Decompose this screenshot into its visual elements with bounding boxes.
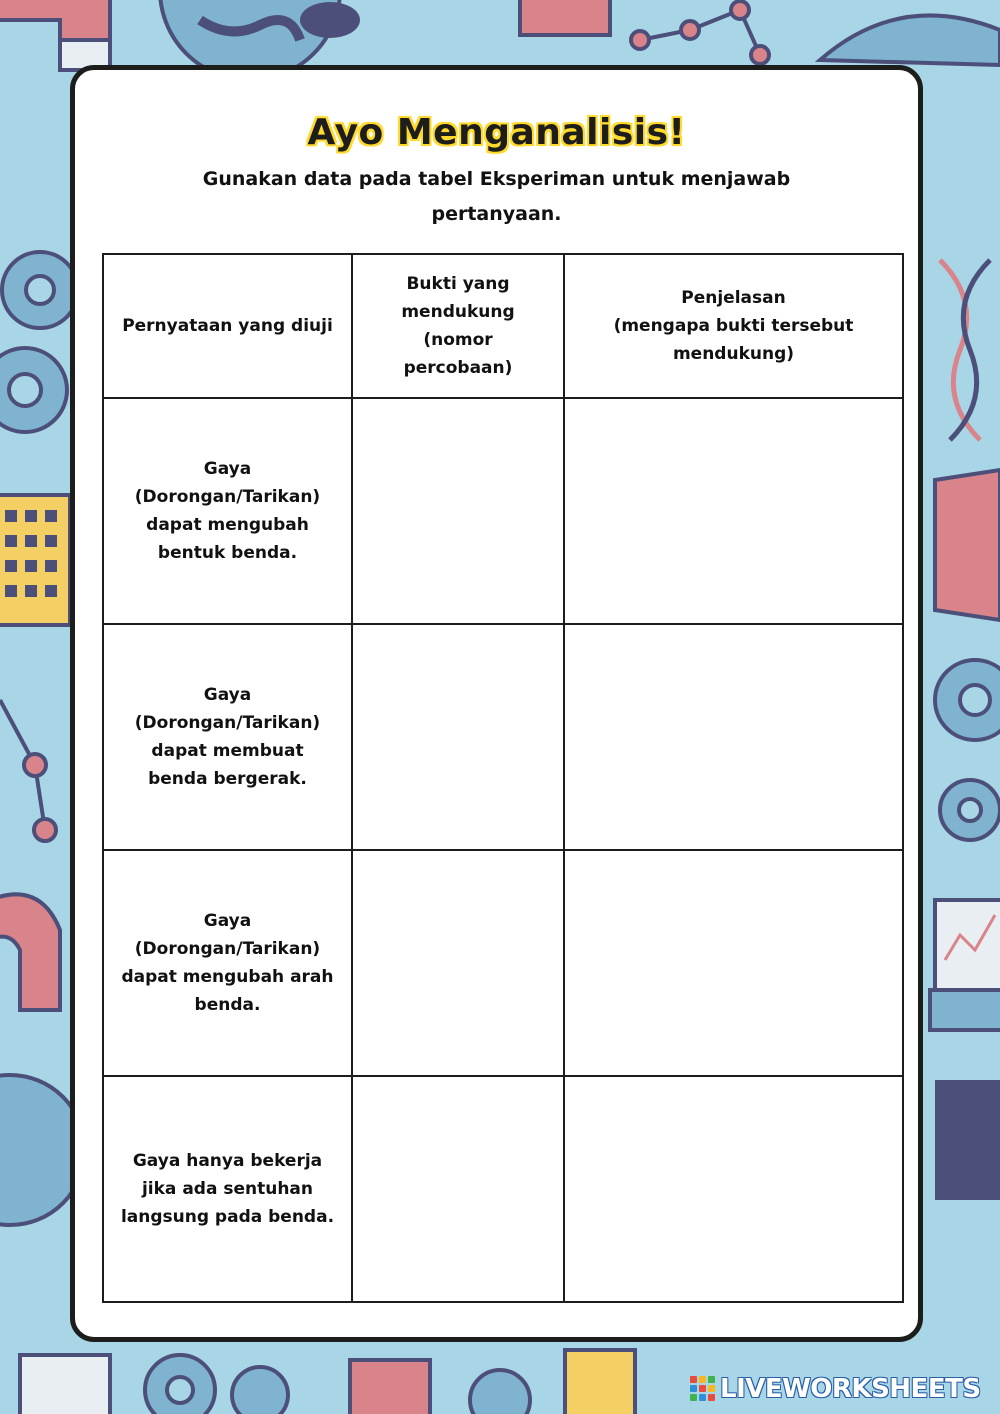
liveworksheets-logo-text: LIVEWORKSHEETS	[720, 1374, 981, 1404]
explanation-answer-cell[interactable]	[564, 850, 903, 1076]
table-row	[103, 624, 903, 850]
statement-cell: Gaya hanya bekerja jika ada sentuhan langsung pada benda.	[103, 1076, 352, 1302]
instruction-text: Gunakan data pada tabel Eksperiman untuk menjawab pertanyaan.	[202, 168, 791, 225]
worksheet-card	[70, 65, 923, 1342]
explanation-answer-cell[interactable]	[564, 398, 903, 624]
evidence-answer-cell[interactable]	[352, 398, 564, 624]
evidence-answer-cell[interactable]	[352, 850, 564, 1076]
analysis-table	[102, 253, 904, 1303]
header-statement: Pernyataan yang diuji	[103, 254, 352, 398]
evidence-answer-cell[interactable]	[352, 1076, 564, 1302]
table-row	[103, 1076, 903, 1302]
header-explanation: Penjelasan (mengapa bukti tersebut mendukung)	[564, 254, 903, 398]
page-title: Ayo Menganalisis!	[307, 112, 686, 153]
statement-cell: Gaya (Dorongan/Tarikan) dapat membuat benda bergerak.	[103, 624, 352, 850]
statement-cell: Gaya (Dorongan/Tarikan) dapat mengubah arah benda.	[103, 850, 352, 1076]
table-header-row	[103, 254, 903, 398]
explanation-answer-cell[interactable]	[564, 1076, 903, 1302]
calculator-icon	[0, 495, 70, 625]
table-row	[103, 850, 903, 1076]
statement-cell: Gaya (Dorongan/Tarikan) dapat mengubah bentuk benda.	[103, 398, 352, 624]
laptop-icon	[930, 900, 1000, 1030]
evidence-answer-cell[interactable]	[352, 624, 564, 850]
explanation-answer-cell[interactable]	[564, 624, 903, 850]
liveworksheets-logo-icon	[690, 1376, 716, 1402]
header-evidence: Bukti yang mendukung (nomor percobaan)	[352, 254, 564, 398]
table-row	[103, 398, 903, 624]
liveworksheets-logo[interactable]	[690, 1374, 981, 1404]
